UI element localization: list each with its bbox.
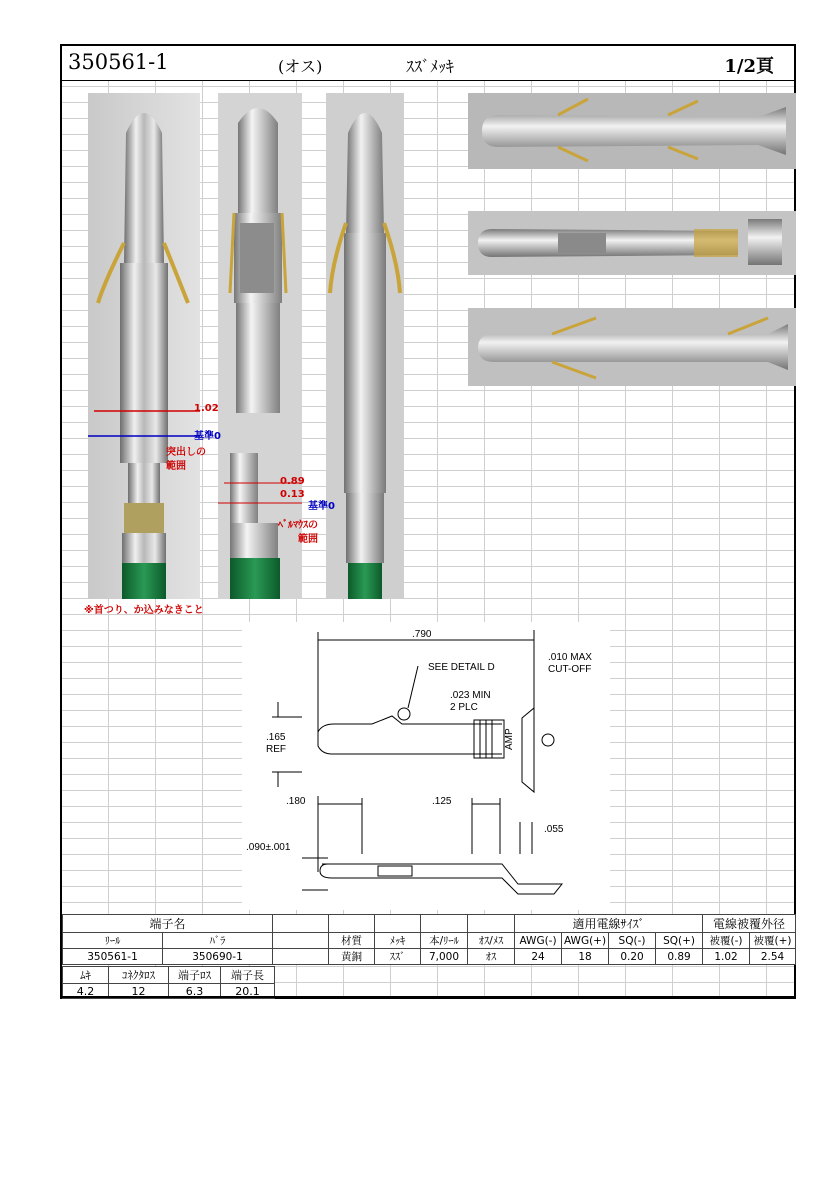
awg-min-value: 24	[515, 949, 562, 965]
photo2-range-line1: ﾍﾞﾙﾏｳｽの	[278, 520, 318, 531]
cutoff-label: CUT-OFF	[548, 664, 592, 675]
plating-header: ﾒｯｷ	[375, 933, 421, 949]
min-plc: 2 PLC	[450, 702, 478, 713]
photo1-dimension: 1.02	[194, 403, 219, 414]
part-number: 350561-1	[68, 50, 169, 74]
sq-max-header: SQ(+)	[656, 933, 703, 949]
awg-max-value: 18	[562, 949, 609, 965]
term-length-header: 端子長	[221, 967, 275, 984]
bottom-rule	[62, 996, 794, 998]
cover-max-header: 被覆(+)	[750, 933, 796, 949]
reel-header: ﾘｰﾙ	[63, 933, 163, 949]
wire-size-header: 適用電線ｻｲｽﾞ	[515, 915, 703, 933]
title-bar	[62, 46, 794, 81]
reel-value: 350561-1	[63, 949, 163, 965]
conn-loss-value: 12	[109, 984, 169, 999]
photo1-reference: 基準0	[194, 431, 221, 442]
dim-090: .090±.001	[246, 842, 291, 853]
strip-header: ﾑｷ	[63, 967, 109, 984]
loose-header: ﾊﾞﾗ	[163, 933, 273, 949]
term-length-value: 20.1	[221, 984, 275, 999]
terminal-name-header: 端子名	[63, 915, 273, 933]
gender-label: (オス)	[278, 57, 323, 76]
per-reel-header: 本/ﾘｰﾙ	[421, 933, 468, 949]
photo2-dimension1: 0.89	[280, 476, 305, 487]
terminal-photo-horizontal-bottom	[468, 308, 796, 386]
ref-dim: .165	[266, 732, 286, 743]
per-reel-value: 7,000	[421, 949, 468, 965]
term-loss-header: 端子ﾛｽ	[169, 967, 221, 984]
length-table	[62, 966, 275, 999]
outer-diameter-header: 電線被覆外径	[703, 915, 796, 933]
table-row	[63, 949, 796, 965]
cover-min-header: 被覆(-)	[703, 933, 750, 949]
ref-label: REF	[266, 744, 286, 755]
plating-label: ｽｽﾞﾒｯｷ	[406, 57, 455, 76]
plating-value: ｽｽﾞ	[375, 949, 421, 965]
cover-max-value: 2.54	[750, 949, 796, 965]
dim-180: .180	[286, 796, 306, 807]
min-dim: .023 MIN	[450, 690, 491, 701]
see-detail-label: SEE DETAIL D	[428, 662, 495, 673]
spec-sheet	[60, 44, 796, 999]
term-loss-value: 6.3	[169, 984, 221, 999]
sq-max-value: 0.89	[656, 949, 703, 965]
dim-overall-length: .790	[412, 629, 432, 640]
photo2-reference: 基準0	[308, 501, 335, 512]
conn-loss-header: ｺﾈｸﾀﾛｽ	[109, 967, 169, 984]
spec-table	[62, 914, 796, 965]
amp-mark: AMP	[504, 728, 515, 750]
technical-drawing	[242, 622, 610, 910]
handling-note: ※首つり、か込みなきこと	[84, 605, 204, 616]
sq-min-header: SQ(-)	[609, 933, 656, 949]
dim-055: .055	[544, 824, 564, 835]
terminal-photo-front	[88, 93, 200, 599]
terminal-photo-horizontal-middle	[468, 211, 796, 275]
material-value: 黄銅	[329, 949, 375, 965]
loose-value: 350690-1	[163, 949, 273, 965]
sq-min-value: 0.20	[609, 949, 656, 965]
terminal-photo-back	[326, 93, 404, 599]
gender-header: ｵｽ/ﾒｽ	[468, 933, 515, 949]
dim-125: .125	[432, 796, 452, 807]
photo2-dimension2: 0.13	[280, 489, 305, 500]
cutoff-dim: .010 MAX	[548, 652, 592, 663]
table-row	[63, 933, 796, 949]
cover-min-value: 1.02	[703, 949, 750, 965]
strip-value: 4.2	[63, 984, 109, 999]
awg-max-header: AWG(+)	[562, 933, 609, 949]
photo2-range-line2: 範囲	[298, 534, 318, 545]
photo1-range-line2: 範囲	[166, 461, 186, 472]
table-row	[63, 915, 796, 933]
awg-min-header: AWG(-)	[515, 933, 562, 949]
material-header: 材質	[329, 933, 375, 949]
table-row	[63, 967, 275, 984]
photo1-range-line1: 突出しの	[166, 447, 206, 458]
terminal-photo-horizontal-top	[468, 93, 796, 169]
page-number: 1/2頁	[724, 56, 774, 77]
gender-value: ｵｽ	[468, 949, 515, 965]
